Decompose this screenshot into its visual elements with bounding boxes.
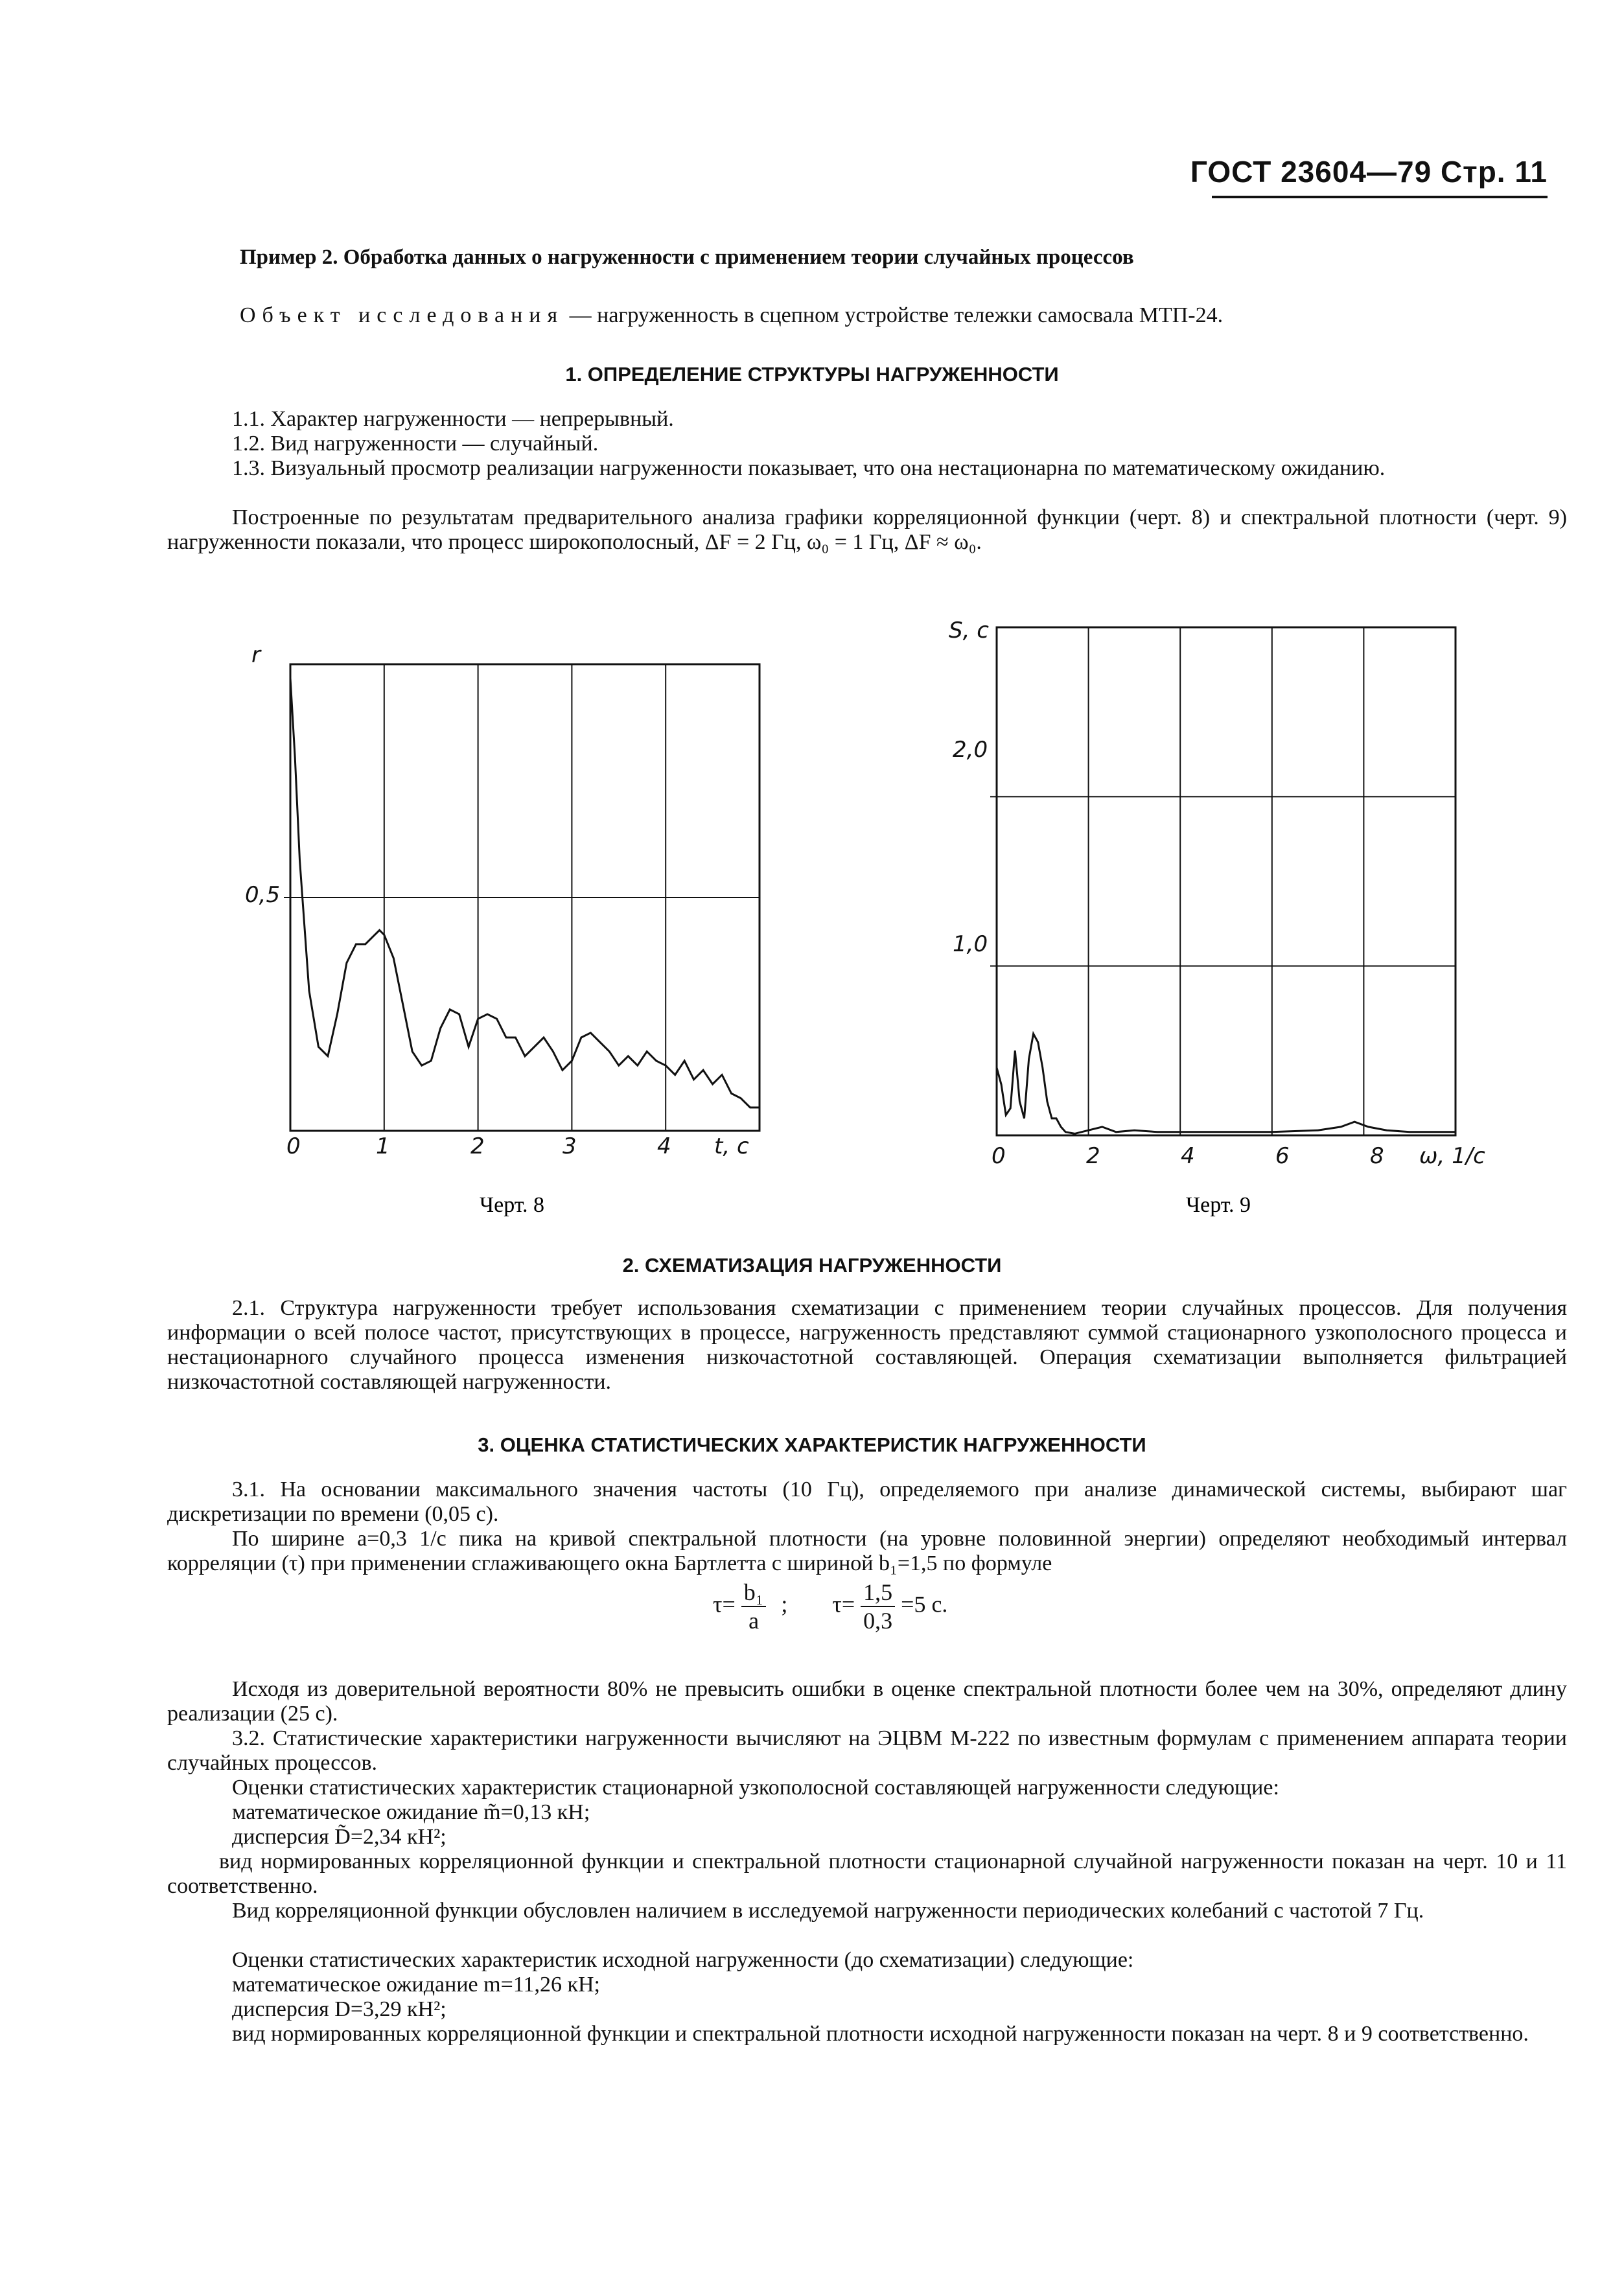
chart-8-caption: Черт. 8 — [480, 1193, 545, 1217]
chart-9-ytick-1: 1,0 — [953, 931, 988, 957]
section1-p1: 1.1. Характер нагруженности — непрерывный. — [232, 407, 674, 431]
formula-rhs2: =5 с. — [901, 1591, 948, 1617]
chart-8-correlation-curve — [290, 678, 760, 1107]
section3-p13: вид нормированных корреляционной функции и спектральной плотности исходной нагруженности показан на черт. 8 и 9 соответственно. — [232, 2022, 1529, 2046]
section3-p6: математическое ожидание m̃=0,13 кН; — [232, 1800, 590, 1824]
chart-9-caption: Черт. 9 — [1186, 1193, 1251, 1217]
formula-lhs1: τ= — [713, 1591, 736, 1617]
section1-p2: 1.2. Вид нагруженности — случайный. — [232, 432, 599, 456]
header-rule — [1212, 196, 1548, 198]
section3-p5: Оценки статистических характеристик стационарной узкополосной составляющей нагруженности следующие: — [232, 1776, 1279, 1800]
formula-num2: 1,5 — [861, 1579, 895, 1607]
chart-9-xtick-3: 6 — [1275, 1143, 1290, 1169]
chart-8-xtick-4: 4 — [657, 1133, 671, 1159]
section3-p4: 3.2. Статистические характеристики нагруженности вычисляют на ЭЦВМ М-222 по известным формулам с применением аппарата теории случайных процессов. — [167, 1726, 1567, 1775]
chart-9-ylabel: S, c — [949, 618, 989, 643]
formula-fraction-2 — [861, 1579, 895, 1634]
example-title: Пример 2. Обработка данных о нагруженности с применением теории случайных процессов — [240, 246, 1134, 269]
c9-grid-frame — [997, 627, 1456, 1135]
chart-8-xtick-3: 3 — [563, 1133, 577, 1159]
section3-p7: дисперсия D̃=2,34 кН²; — [232, 1825, 447, 1849]
section1-title: 1. ОПРЕДЕЛЕНИЕ СТРУКТУРЫ НАГРУЖЕННОСТИ — [565, 363, 1059, 386]
formula-lhs2: τ= — [832, 1591, 855, 1617]
chart-9-xtick-4: 8 — [1370, 1143, 1384, 1169]
formula-separator: ; — [781, 1591, 788, 1617]
chart-9-spectral-curve — [997, 1034, 1456, 1133]
section3-p10: Оценки статистических характеристик исходной нагруженности (до схематизации) следующие: — [232, 1948, 1134, 1972]
section2-title: 2. СХЕМАТИЗАЦИЯ НАГРУЖЕННОСТИ — [622, 1254, 1002, 1277]
chart-8-grid — [284, 664, 760, 1131]
section3-p11: математическое ожидание m=11,26 кН; — [232, 1973, 601, 1997]
chart-9-xtick-2: 4 — [1181, 1143, 1195, 1169]
page-header: ГОСТ 23604—79 Стр. 11 — [1190, 155, 1548, 189]
section1-p4: Построенные по результатам предварительного анализа графики корреляционной функции (черт. 8) и спектральной плотности (черт. 9) нагруженности показали, что процесс широкополосный, ΔF = 2 Гц, ω₀ = 1 Гц, ΔF ≈ ω₀. — [167, 505, 1567, 554]
chart-8-xtick-0: 0 — [286, 1133, 301, 1159]
section3-p8: вид нормированных корреляционной функции и спектральной плотности стационарной случайной нагруженности показан на черт. 10 и 11 соответственно. — [167, 1849, 1567, 1898]
object-line — [240, 303, 1624, 328]
chart-8-ylabel: r — [251, 642, 261, 668]
section2-p1: 2.1. Структура нагруженности требует использования схематизации с применением теории случайных процессов. Для получения информации о всей полосе частот, присутствующих в процессе, нагруженность представляют суммой стационарного узкополосного процесса и нестационарного случайного процесса изменения низкочастотной составляющей. Операция схематизации выполняется фильтрацией низкочастотной составляющей нагруженности. — [167, 1296, 1567, 1394]
chart-9-xtick-0: 0 — [992, 1143, 1006, 1169]
section3-p12: дисперсия D=3,29 кН²; — [232, 1997, 447, 2021]
formula-den1: a — [748, 1608, 760, 1634]
section1-p3: 1.3. Визуальный просмотр реализации нагруженности показывает, что она нестационарна по математическому ожиданию. — [232, 456, 1386, 480]
formula-den2: 0,3 — [863, 1608, 893, 1634]
formula-num1: b₁ — [741, 1579, 767, 1607]
object-text: — нагруженность в сцепном устройстве тележки самосвала МТП-24. — [569, 303, 1224, 327]
chart-8-xtick-1: 1 — [376, 1133, 390, 1159]
section3-title: 3. ОЦЕНКА СТАТИСТИЧЕСКИХ ХАРАКТЕРИСТИК НАГРУЖЕННОСТИ — [478, 1433, 1146, 1456]
section3-p2: По ширине a=0,3 1/c пика на кривой спектральной плотности (на уровне половинной энергии) определяют необходимый интервал корреляции (τ) при применении сглаживающего окна Бартлетта с шириной b₁=1,5 по формуле — [167, 1527, 1567, 1575]
chart-9-xlabel: ω, 1/c — [1419, 1143, 1485, 1169]
chart-9-grid — [990, 627, 1456, 1135]
chart-8-ytick-0: 0,5 — [245, 882, 281, 908]
chart-8 — [233, 622, 817, 1231]
section3-p3: Исходя из доверительной вероятности 80% не превысить ошибки в оценке спектральной плотности более чем на 30%, определяют длину реализации (25 с). — [167, 1677, 1567, 1726]
chart-9 — [940, 609, 1523, 1231]
section3-p9: Вид корреляционной функции обусловлен наличием в исследуемой нагруженности периодических колебаний с частотой 7 Гц. — [232, 1899, 1424, 1923]
chart-8-xtick-2: 2 — [470, 1133, 485, 1159]
chart-9-xtick-1: 2 — [1086, 1143, 1100, 1169]
chart-8-xlabel: t, c — [714, 1133, 749, 1159]
object-label: Объект исследования — [240, 303, 564, 327]
formula-fraction-1 — [741, 1579, 767, 1634]
tau-formula — [713, 1579, 947, 1634]
chart-9-ytick-2: 2,0 — [953, 737, 988, 763]
section3-p1: 3.1. На основании максимального значения частоты (10 Гц), определяемого при анализе динамической системы, выбирают шаг дискретизации по времени (0,05 с). — [167, 1478, 1567, 1526]
